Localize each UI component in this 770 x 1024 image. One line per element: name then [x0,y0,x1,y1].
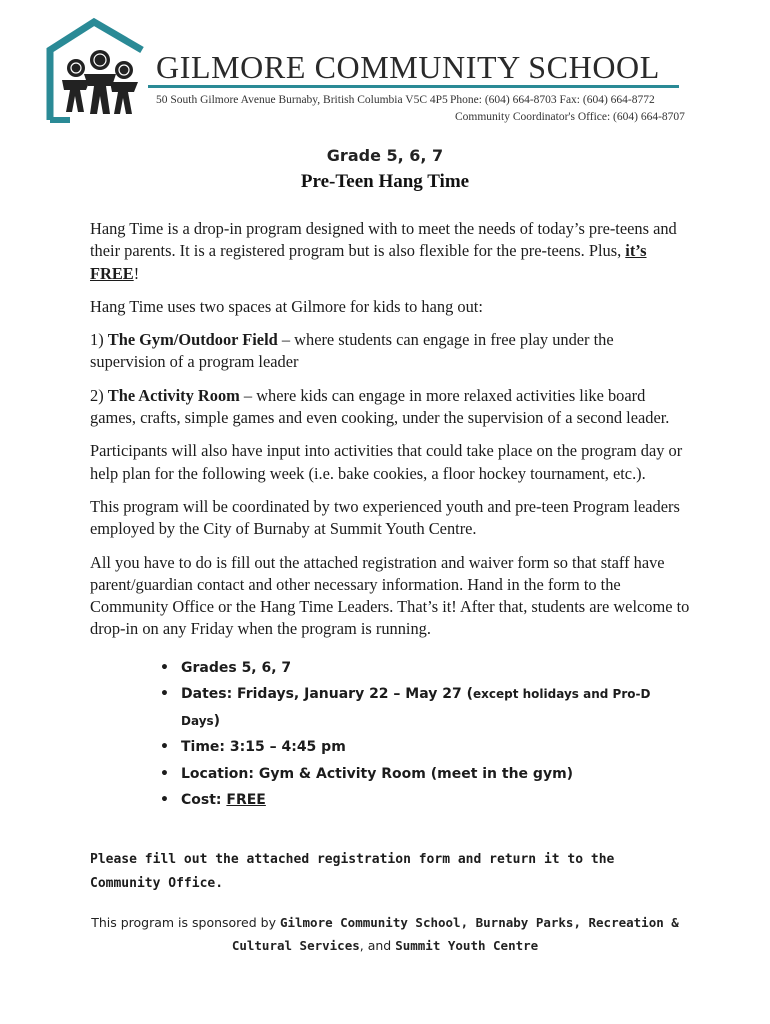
spaces-intro: Hang Time uses two spaces at Gilmore for kids to hang out: [90,296,483,316]
sponsor-org-summit: Summit Youth Centre [395,938,539,953]
flyer-body [90,218,692,814]
program-title: Pre-Teen Hang Time [300,171,470,192]
program-details-list [90,655,692,814]
space-activity-description: – where kids can engage in more relaxed activities like board games, crafts, simple games and even cooking, under the supervision of a second leader. [90,385,670,428]
sponsor-statement [60,911,710,957]
detail-dates-close: ) [213,712,221,729]
coordinator-office-phone: Community Coordinator's Office: (604) 664-8707 [455,111,685,123]
letterhead-divider [148,85,679,88]
bullet-icon: • [160,659,169,676]
detail-time-text: Time: 3:15 – 4:45 pm [181,739,346,756]
sponsor-prefix: This program is sponsored by [91,915,280,930]
detail-location [160,761,692,788]
detail-cost-value: FREE [226,792,266,809]
school-phone-fax: Phone: (604) 664-8703 Fax: (604) 664-8772 [450,94,655,106]
bullet-icon: • [160,739,169,756]
bullet-icon: • [160,792,169,809]
space-gym-description: – where students can engage in free play under the supervision of a program leader [90,330,614,372]
detail-location-text: Location: Gym & Activity Room (meet in the gym) [181,765,574,782]
school-name: GILMORE COMMUNITY SCHOOL [156,49,660,85]
space-gym-number: 1) [90,330,108,350]
bullet-icon: • [160,765,169,782]
detail-grades [160,655,692,682]
detail-cost [160,787,692,814]
school-house-children-logo-icon [44,16,160,124]
space-gym [90,329,692,374]
participants-paragraph: Participants will also have input into activities that could take place on the program day or help plan for the following week (i.e. bake cookies, a floor hockey tournament, etc.). [90,441,683,483]
space-gym-name: The Gym/Outdoor Field [107,330,278,350]
detail-cost-label: Cost: [181,792,227,809]
bullet-icon: • [160,686,169,703]
sponsor-joiner: , and [359,938,396,953]
intro-text: Hang Time is a drop-in program designed with to meet the needs of today’s pre-teens and their parents. It is a registered program but is also flexible for the pre-teens. Plus, [90,219,677,261]
free-emphasis: it’s FREE [90,241,647,283]
detail-time [160,734,692,761]
space-activity-number: 2) [90,385,108,405]
detail-grades-text: Grades 5, 6, 7 [181,659,292,676]
registration-paragraph: All you have to do is fill out the attached registration and waiver form so that staff have parent/guardian contact and other necessary information. Hand in the form to the Community Office or the Hang Time Leaders. That’s it! After that, students are welcome to drop-in on any Friday when the program is running. [90,552,690,639]
detail-dates-text: Dates: Fridays, January 22 – May 27 ( [181,686,473,703]
sponsor-org-primary: Gilmore Community School, Burnaby Parks, Recreation & Cultural Services [231,915,679,953]
detail-dates [160,681,692,734]
space-activity-room [90,385,692,430]
school-address: 50 South Gilmore Avenue Burnaby, British Columbia V5C 4P5 [156,94,448,106]
coordination-paragraph: This program will be coordinated by two experienced youth and pre-teen Program leaders employed by the City of Burnaby at Summit Youth Centre. [90,496,680,539]
letterhead [44,16,734,134]
space-activity-name: The Activity Room [107,385,240,405]
grade-heading: Grade 5, 6, 7 [326,146,444,165]
detail-dates-note: except holidays and Pro-D Days [181,687,651,728]
intro-end: ! [133,263,140,283]
registration-instruction: Please fill out the attached registration form and return it to the Community Office. [90,852,615,891]
intro-paragraph [90,218,692,285]
